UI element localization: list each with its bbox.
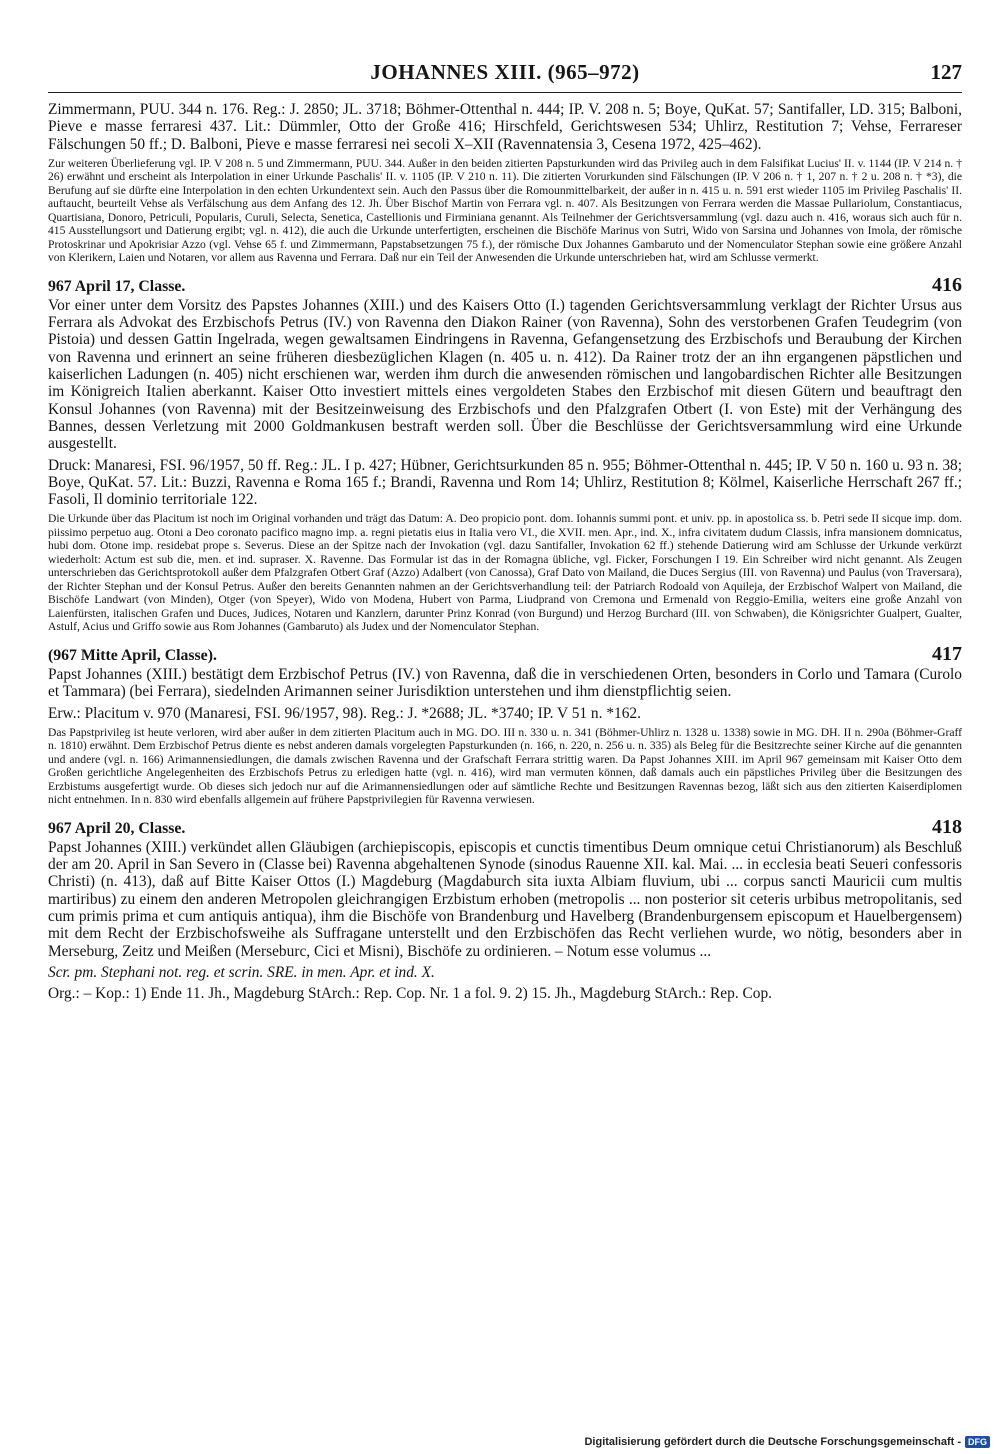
entry-416-refs: Druck: Manaresi, FSI. 96/1957, 50 ff. Reg.: JL. I p. 427; Hübner, Gerichtsurkunden 85 n. 955; Böhmer-Ottenthal n. 445; IP. V 50 n. 160 u. 93 n. 38; Boye, QuKat. 57. Lit.: Buzzi, Ravenna e Roma 165 f.; Brandi, Ravenna und Rom 14; Uhlirz, Restitution 8; Kölmel, Kaiserliche Herrschaft 267 ff.; Fasoli, Il dominio territoriale 122. — [48, 456, 962, 509]
dfg-logo-icon: DFG — [965, 1436, 990, 1448]
entry-417-number: 417 — [932, 642, 962, 665]
entry-417-date: (967 Mitte April, Classe). — [48, 646, 217, 664]
entry-418-summary: Papst Johannes (XIII.) verkündet allen Gläubigen (archiepiscopis, episcopis et cunctis timentibus Deum omnique cetui Christianorum) als Beschluß der am 20. April in San Severo in (Classe bei) Ravenna abgehaltenen Synode (sinodus Rauenne XII. kal. Mai. ... in ecclesia beati Seueri confessoris Christi) (n. 413), daß auf Bitte Kaiser Ottos (I.) Magdeburg (Magdaburch sita iuxta Albiam fluvium, ubi ... corpus sancti Mauricii cum multis martiribus) zu einem den anderen Metropolen gleichrangigen Erzbistum erhoben (metropolis ... non posterior sit ceteris urbibus metropolitanis, sed cum primis prima et cum antiquis antiqua), ihm die Bischöfe von Brandenburg und Havelberg (Brandenburgensem episcopum et Hauelbergensem) mit dem Recht der Erzbischofsweihe als Suffragane unterstellt und den Erzbischöfen das Recht verliehen wurde, wo nötig, besonders aber in Merseburg, Zeitz und Meißen (Merseburc, Cici et Misni), Bischöfe zu ordinieren. – Notum esse volumus ... — [48, 838, 962, 960]
page — [48, 58, 962, 1003]
entry-417-note: Das Papstprivileg ist heute verloren, wird aber außer in dem zitierten Placitum auch in MG. DO. III n. 330 u. n. 341 (Böhmer-Uhlirz n. 1328 u. 1338) sowie in MG. DH. II n. 290a (Böhmer-Graff n. 1810) erwähnt. Dem Erzbischof Petrus diente es nebst anderen damals vorgelegten Papsturkunden (n. 166, n. 220, n. 256 u. n. 335) als Beleg für die Besitzrechte seiner Kirche auf die genannten und andere (vgl. n. 166) Arimannensiedlungen, die damals zwischen Ravenna und der Grafschaft Ferrara strittig waren. Da Papst Johannes XIII. im April 967 gemeinsam mit Kaiser Otto dem Großen gerichtliche Angelegenheiten des Erzbischofs Petrus zu erledigen hatte (vgl. n. 416), wird man vermuten können, daß damals auch ein päpstliches Privileg über die Besitzungen des Erzbistums ausgefertigt wurde. Ob dieses sich jedoch nur auf die Arimannensiedlungen oder auf sämtliche Rechte und Besitzungen Ravennas bezog, läßt sich aus den zitierten Kaiserdiplomen nicht entnehmen. In n. 830 wird ebenfalls allgemein auf frühere Papstprivilegien für Ravenna verwiesen. — [48, 725, 962, 807]
entry-416-heading — [48, 274, 962, 297]
prev-entry-refs: Zimmermann, PUU. 344 n. 176. Reg.: J. 2850; JL. 3718; Böhmer-Ottenthal n. 444; IP. V. 208 n. 5; Boye, QuKat. 57; Santifaller, LD. 315; Balboni, Pieve e masse ferraresi 437. Lit.: Dümmler, Otto der Große 416; Hirschfeld, Gerichtswesen 534; Uhlirz, Restitution 7; Vehse, Ferrareser Fälschungen 50 ff.; D. Balboni, Pieve e masse ferraresi nei secoli X–XII (Ravennatensia 3, Cesena 1972, 425–462). — [48, 101, 962, 153]
entry-418-scr: Scr. pm. Stephani not. reg. et scrin. SRE. in men. Apr. et ind. X. — [48, 963, 435, 981]
footer-credit — [584, 1436, 990, 1448]
entry-418-heading — [48, 816, 962, 839]
entry-416-note: Die Urkunde über das Placitum ist noch im Original vorhanden und trägt das Datum: A. Deo propicio pont. dom. Iohannis summi pont. et univ. pp. in apostolica ss. b. Petri sede II sicque imp. dom. piissimo perpetuo aug. Otoni a Deo coronato pacifico magno imp. a. regni pietatis eius in Italia vero VI., die XVII. men. Apr., ind. X., infra civitatem dudum Classis, infra mansionem domnicatus, hubi dom. Otone imp. residebat prope s. Severus. Diese an der Spitze nach der Invokation (vgl. dazu Santifaller, Invokation 62 ff.) stehende Datierung wird am Schlusse der Urkunde verkürzt wiederholt: Actum est sub die, men. et ind. supraser. X. Ravenne. Das Formular ist das in der Romagna übliche, vgl. Ficker, Forschungen I 19. Ein Schreiber wird nicht genannt. Als Zeugen unterschrieben das Gerichtsprotokoll außer dem Pfalzgrafen Otbert Graf (Azzo) Adalbert (von Canossa), Graf Dato von Mailand, die Duces Sergius (III. von Ravenna) und Paulus (von Traversara), der Richter Stephan und der Konsul Petrus. Außer den bereits Genannten nahmen an der Gerichtsverhandlung teil: der Patriarch Rodoald von Aquileja, der Erzbischof Walpert von Mailand, die Bischöfe Landwart (von Minden), Otger (von Speyer), Wido von Modena, Hubert von Parma, Liudprand von Cremona und Ermenald von Reggio-Emilia, weiters eine große Anzahl von Laienfürsten, italischen Grafen und Duces, Judices, Notaren und Kanzlern, darunter Prinz Konrad (von Burgund) und Herzog Burchard (III. von Schwaben), die Königsrichter Gualpert, Gualter, Astulf, Acius und Griffo sowie aus Rom Johannes (Gambaruto) als Judex und der Nomenculator Stephan. — [48, 512, 962, 634]
running-title: JOHANNES XIII. (965–972) — [370, 60, 640, 84]
entry-418-number: 418 — [932, 815, 962, 838]
header-rule — [48, 92, 962, 93]
entry-417-heading — [48, 643, 962, 666]
footer-credit-text: Digitalisierung gefördert durch die Deutsche Forschungsgemeinschaft - — [584, 1436, 961, 1448]
entry-416-summary: Vor einer unter dem Vorsitz des Papstes Johannes (XIII.) und des Kaisers Otto (I.) tagenden Gerichtsversammlung verklagt der Richter Ursus aus Ferrara als Advokat des Erzbischofs Petrus (IV.) von Ravenna den Diakon Rainer (von Ravenna), Sohn des verstorbenen Grafen Teudegrim (von Pistoia) und dessen Gattin Ingelrada, wegen gewaltsamen Eindringens in Ravenna, Gefangensetzung des Erzbischofs und Beraubung der Kirchen von Ravenna und erinnert an seine früheren diesbezüglichen Klagen (n. 405 u. n. 412). Da Rainer trotz der an ihn ergangenen päpstlichen und kaiserlichen Ladungen (n. 405) nicht erschienen war, werden ihm durch die anwesenden römischen und langobardischen Richter alle Besitzungen im Königreich Italien aberkannt. Kaiser Otto investiert mittels eines vergoldeten Stabes den Erzbischof mit diesen Gütern und beauftragt den Konsul Johannes (von Ravenna) mit der Besitzeinweisung des Erzbischofs und den Pfalzgrafen Otbert (I. von Este) mit der Verhängung des Bannes, dessen Verletzung mit 2000 Goldmankusen bestraft werden soll. Über die Beschlüsse der Gerichtsversammlung wird eine Urkunde ausgestellt. — [48, 296, 962, 453]
entry-416-number: 416 — [932, 273, 962, 296]
entry-416-date: 967 April 17, Classe. — [48, 277, 186, 295]
entry-417-summary: Papst Johannes (XIII.) bestätigt dem Erzbischof Petrus (IV.) von Ravenna, daß die in verschiedenen Orten, besonders in Corlo und Tamara (Curolo et Tammara) (bei Ferrara), siedelnden Arimannen seiner Jurisdiktion unterstehen und ihm dienstpflichtig seien. — [48, 665, 962, 701]
entry-417-refs: Erw.: Placitum v. 970 (Manaresi, FSI. 96/1957, 98). Reg.: J. *2688; JL. *3740; IP. V 51 n. *162. — [48, 704, 641, 722]
page-header — [48, 58, 962, 92]
entry-418-org: Org.: – Kop.: 1) Ende 11. Jh., Magdeburg StArch.: Rep. Cop. Nr. 1 a fol. 9. 2) 15. Jh., Magdeburg StArch.: Rep. Cop. — [48, 985, 773, 1003]
entry-418-date: 967 April 20, Classe. — [48, 819, 186, 837]
prev-entry-note: Zur weiteren Überlieferung vgl. IP. V 208 n. 5 und Zimmermann, PUU. 344. Außer in den beiden zitierten Papsturkunden wird das Privileg auch in dem Falsifikat Lucius' II. v. 1144 (IP. V 214 n. † 26) erwähnt und erscheint als Interpolation in einer Urkunde Paschalis' II. v. 1105 (IP. V 210 n. 11). Die zitierten Vorurkunden sind Fälschungen (IP. V 206 n. † 1, 207 n. † 2 u. 208 n. † *3), die Berufung auf sie dürfte eine Interpolation in den echten Urkundentext sein. Auch den Passus über die Romounmittelbarkeit, der außer in n. 415 u. n. 591 erst wieder 1105 im Privileg Paschalis' II. auftaucht, beurteilt Vehse als Verfälschung aus dem Anfang des 12. Jh. Über Bischof Martin von Ferrara vgl. n. 407. Als Besitzungen von Ferrara werden die Massae Pullariolum, Constantiacus, Quartisiana, Donoro, Petriculi, Popularis, Curuli, Selecta, Senetica, Castellionis und Firminiana genannt. Als Teilnehmer der Gerichtsversammlung (vgl. dazu auch n. 416, woraus sich auch für n. 415 Ausstellungsort und Datierung ergibt; vgl. n. 412), die auch die Urkunde unterfertigten, erscheinen die Bischöfe Marinus von Sutri, Wido von Sarsina und Johannes von Imola, der römische Protoskrinar und Apokrisiar Azzo (vgl. Vehse 65 f. und Zimmermann, Papstabsetzungen 75 f.), der römische Dux Johannes Gambaruto und der Nomenculator Stephan sowie eine größere Anzahl von Klerikern, Laien und Notaren, vor allem aus Ravenna und Ferrara. Daß nur ein Teil der Anwesenden die Urkunde unterschrieben hat, wird am Schlusse vermerkt. — [48, 156, 962, 265]
page-number: 127 — [930, 60, 962, 84]
